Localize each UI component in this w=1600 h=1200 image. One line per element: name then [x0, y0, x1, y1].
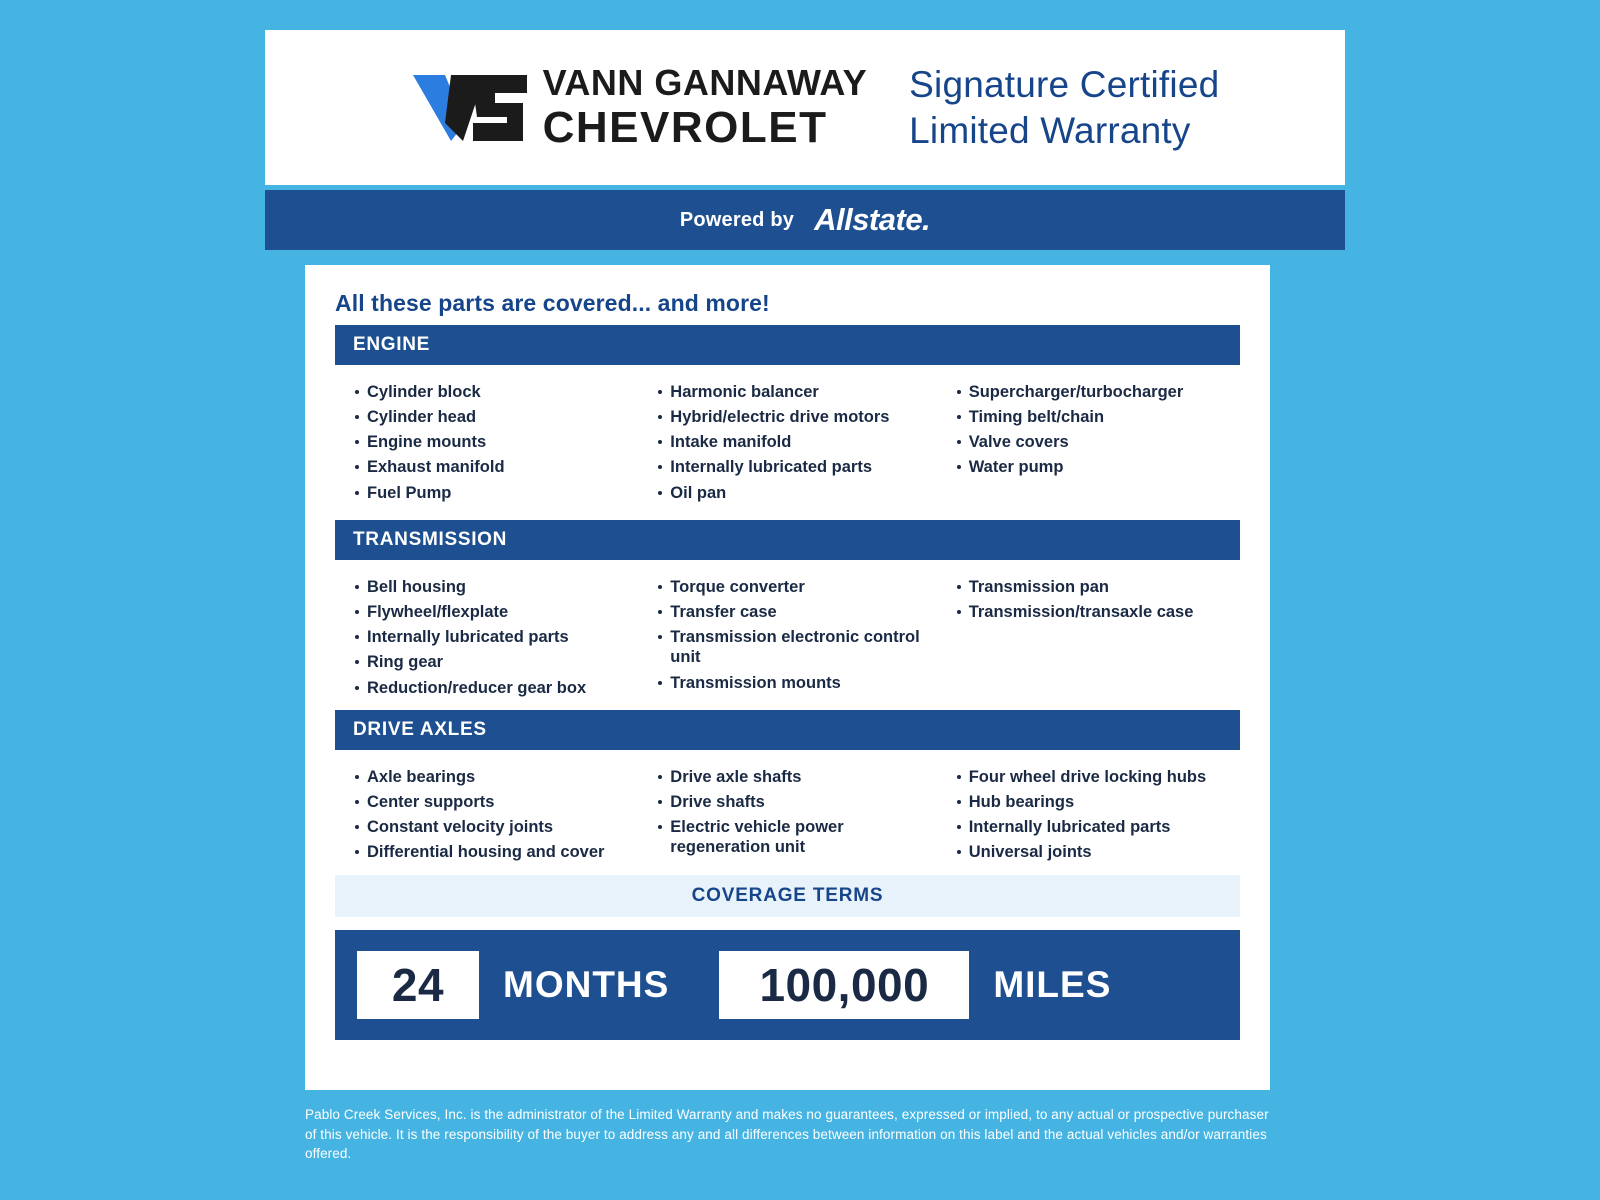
list-item: Ring gear	[355, 652, 638, 672]
section-engine-col-1	[335, 382, 638, 508]
header-band	[265, 30, 1345, 185]
section-transmission-col-2	[638, 577, 936, 703]
section-transmission-col-1	[335, 577, 638, 703]
header-content	[411, 62, 1220, 152]
list-item: Internally lubricated parts	[355, 627, 638, 647]
list-item: Differential housing and cover	[355, 842, 638, 862]
list-item: Drive axle shafts	[658, 767, 936, 787]
list-item: Supercharger/turbocharger	[957, 382, 1240, 402]
list-item: Cylinder head	[355, 407, 638, 427]
coverage-months-unit: MONTHS	[503, 964, 670, 1005]
page-title-line1: Signature Certified	[909, 64, 1220, 106]
coverage-miles-unit: MILES	[993, 964, 1112, 1005]
list-item: Transmission pan	[957, 577, 1240, 597]
list-item: Fuel Pump	[355, 483, 638, 503]
vg-monogram-icon	[411, 71, 529, 145]
section-engine-columns	[335, 382, 1240, 508]
list-item: Oil pan	[658, 483, 936, 503]
dealer-name-line2: CHEVROLET	[542, 103, 828, 152]
section-drive-axles-columns	[335, 767, 1240, 868]
list-item: Cylinder block	[355, 382, 638, 402]
coverage-card	[305, 265, 1270, 1090]
section-transmission-columns	[335, 577, 1240, 703]
section-engine-col-2	[638, 382, 936, 508]
list-item: Drive shafts	[658, 792, 936, 812]
section-drive-axles-col-1	[335, 767, 638, 868]
list-item: Four wheel drive locking hubs	[957, 767, 1240, 787]
section-engine	[335, 325, 1240, 508]
list-item: Exhaust manifold	[355, 457, 638, 477]
list-item: Transfer case	[658, 602, 936, 622]
section-transmission	[335, 520, 1240, 703]
section-engine-col-3	[937, 382, 1240, 508]
list-item: Water pump	[957, 457, 1240, 477]
coverage-terms-label: COVERAGE TERMS	[335, 875, 1240, 917]
allstate-wordmark: Allstate.	[814, 202, 931, 237]
list-item: Transmission electronic control unit	[658, 627, 936, 667]
list-item: Hybrid/electric drive motors	[658, 407, 936, 427]
coverage-terms-bar	[335, 930, 1240, 1040]
disclaimer-text: Pablo Creek Services, Inc. is the administrator of the Limited Warranty and makes no guarantees, expressed or implied, to any actual or prospective purchaser of this vehicle. It is the responsibility of the buyer to address any and all differences between information on this label and the actual vehicles and/or warranties offered.	[305, 1107, 1269, 1162]
section-transmission-col-3	[937, 577, 1240, 703]
coverage-months-value: 24	[357, 951, 479, 1019]
list-item: Transmission mounts	[658, 673, 936, 693]
list-item: Bell housing	[355, 577, 638, 597]
section-header-drive-axles: DRIVE AXLES	[335, 710, 1240, 750]
list-item: Valve covers	[957, 432, 1240, 452]
dealer-name	[542, 62, 868, 152]
page-title	[909, 62, 1219, 152]
section-drive-axles-col-2	[638, 767, 936, 868]
dealer-name-line1: VANN GANNAWAY	[542, 62, 868, 103]
section-header-transmission: TRANSMISSION	[335, 520, 1240, 560]
coverage-card-title: All these parts are covered... and more!	[335, 290, 770, 316]
list-item: Internally lubricated parts	[957, 817, 1240, 837]
list-item: Constant velocity joints	[355, 817, 638, 837]
coverage-miles-value: 100,000	[719, 951, 969, 1019]
list-item: Center supports	[355, 792, 638, 812]
list-item: Transmission/transaxle case	[957, 602, 1240, 622]
list-item: Intake manifold	[658, 432, 936, 452]
section-drive-axles-col-3	[937, 767, 1240, 868]
page-title-line2: Limited Warranty	[909, 109, 1191, 151]
list-item: Reduction/reducer gear box	[355, 678, 638, 698]
list-item: Torque converter	[658, 577, 936, 597]
list-item: Axle bearings	[355, 767, 638, 787]
list-item: Flywheel/flexplate	[355, 602, 638, 622]
powered-by-band	[265, 190, 1345, 250]
list-item: Electric vehicle power regeneration unit	[658, 817, 936, 857]
dealer-logo	[411, 62, 868, 152]
list-item: Timing belt/chain	[957, 407, 1240, 427]
list-item: Internally lubricated parts	[658, 457, 936, 477]
section-drive-axles	[335, 710, 1240, 868]
powered-by-label: Powered by	[679, 208, 795, 231]
list-item: Universal joints	[957, 842, 1240, 862]
list-item: Hub bearings	[957, 792, 1240, 812]
list-item: Harmonic balancer	[658, 382, 936, 402]
section-header-engine: ENGINE	[335, 325, 1240, 365]
list-item: Engine mounts	[355, 432, 638, 452]
